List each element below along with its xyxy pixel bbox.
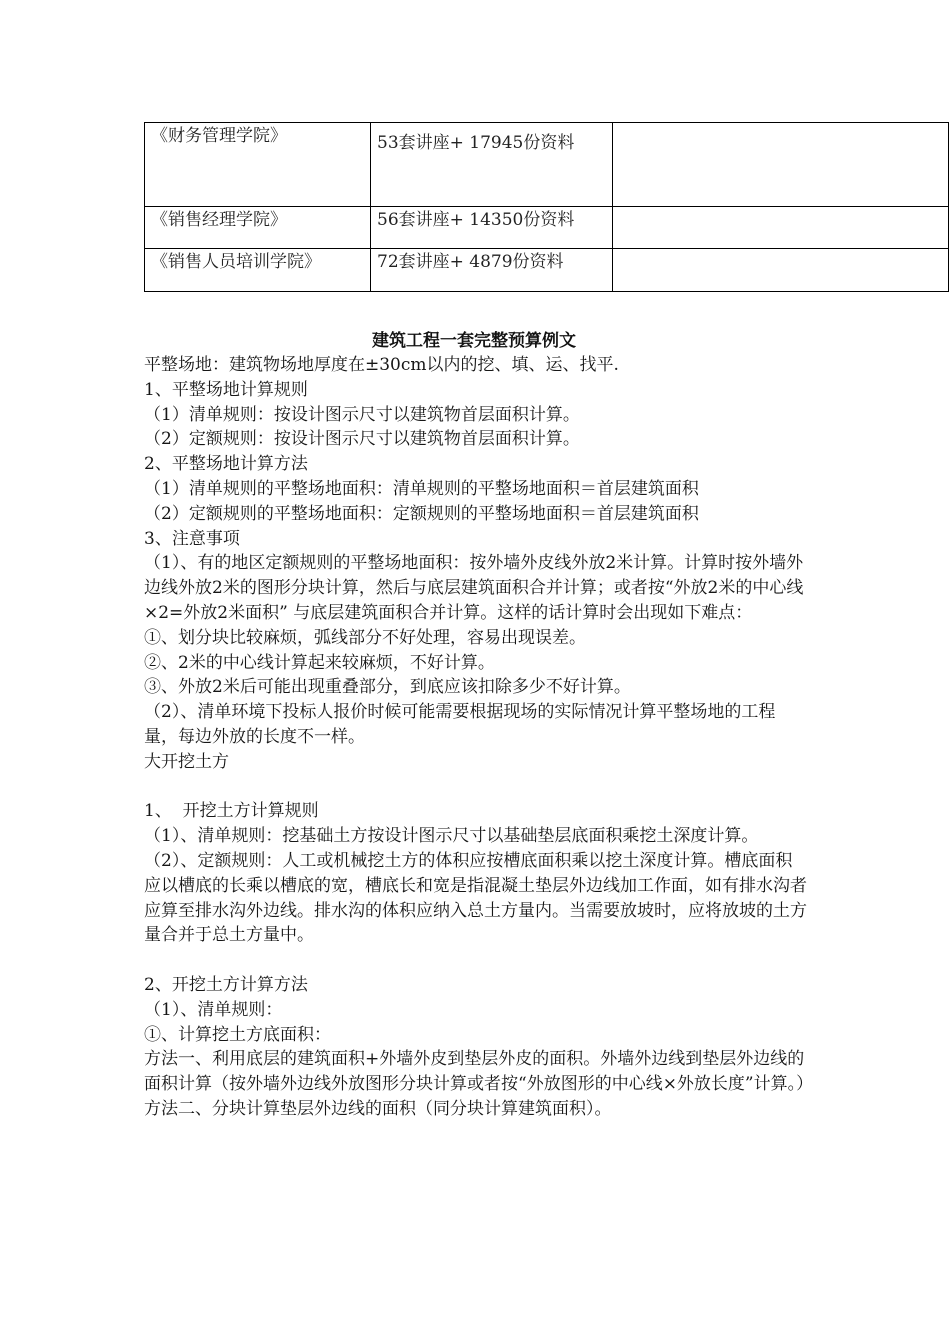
table-cell-empty [613,123,949,207]
blank-line [144,948,809,973]
document-title: 建筑工程一套完整预算例文 [372,331,576,351]
paragraph: （1）、清单规则： [144,999,283,1020]
paragraph: ③、外放2米后可能出现重叠部分，到底应该扣除多少不好计算。 [144,677,631,698]
paragraph: 3、注意事项 [144,528,240,549]
paragraph: （2）、清单环境下投标人报价时候可能需要根据现场的实际情况计算平整场地的工程量，每边外放的长度不一样。 [144,702,776,747]
paragraph: 平整场地：建筑物场地厚度在±30cm以内的挖、填、运、找平. [144,355,619,375]
course-catalog-table [144,122,949,292]
document-body [144,353,814,1122]
paragraph: （1）、有的地区定额规则的平整场地面积：按外墙外皮线外放2米计算。计算时按外墙外边线外放2米的图形分块计算，然后与底层建筑面积合并计算；或者按“外放2米的中心线×2=外放2米面积” 与底层建筑面积合并计算。这样的话计算时会出现如下难点： [144,553,804,623]
paragraph: （1）、清单规则：挖基础土方按设计图示尺寸以基础垫层底面积乘挖土深度计算。 [144,826,759,847]
blank-line [144,775,809,800]
paragraph: ①、计算挖土方底面积： [144,1024,331,1045]
table-cell-course-name: 《销售人员培训学院》 [145,249,371,292]
paragraph: 方法二、分块计算垫层外边线的面积（同分块计算建筑面积）。 [144,1098,612,1119]
paragraph: ②、2米的中心线计算起来较麻烦，不好计算。 [144,652,495,673]
paragraph: （1）清单规则的平整场地面积：清单规则的平整场地面积＝首层建筑面积 [144,478,699,499]
table-cell-empty [613,249,949,292]
table-cell-course-content: 56套讲座+ 14350份资料 [371,207,613,249]
paragraph: 方法一、利用底层的建筑面积+外墙外皮到垫层外皮的面积。外墙外边线到垫层外边线的面积计算（按外墙外边线外放图形分块计算或者按“外放图形的中心线×外放长度”计算。） [144,1049,814,1095]
table-row [145,207,949,249]
paragraph: ①、划分块比较麻烦，弧线部分不好处理，容易出现误差。 [144,627,586,648]
paragraph: （2）定额规则的平整场地面积：定额规则的平整场地面积＝首层建筑面积 [144,503,699,524]
table-cell-course-name: 《财务管理学院》 [145,123,371,207]
table-cell-course-name: 《销售经理学院》 [145,207,371,249]
paragraph: 2、平整场地计算方法 [144,454,308,475]
paragraph: （2）定额规则：按设计图示尺寸以建筑物首层面积计算。 [144,429,580,450]
paragraph: （2）、定额规则：人工或机械挖土方的体积应按槽底面积乘以挖土深度计算。槽底面积应以槽底的长乘以槽底的宽，槽底长和宽是指混凝土垫层外边线加工作面，如有排水沟者应算至排水沟外边线。排水沟的体积应纳入总土方量内。当需要放坡时，应将放坡的土方量合并于总土方量中。 [144,850,807,946]
paragraph: 1、 开挖土方计算规则 [144,801,319,822]
paragraph: 大开挖土方 [144,751,229,772]
table-row [145,249,949,292]
table-cell-course-content: 72套讲座+ 4879份资料 [371,249,613,292]
paragraph: （1）清单规则：按设计图示尺寸以建筑物首层面积计算。 [144,404,580,425]
table-cell-course-content: 53套讲座+ 17945份资料 [371,123,613,207]
paragraph: 2、开挖土方计算方法 [144,974,308,995]
table-cell-empty [613,207,949,249]
paragraph: 1、平整场地计算规则 [144,379,308,400]
table-row [145,123,949,207]
